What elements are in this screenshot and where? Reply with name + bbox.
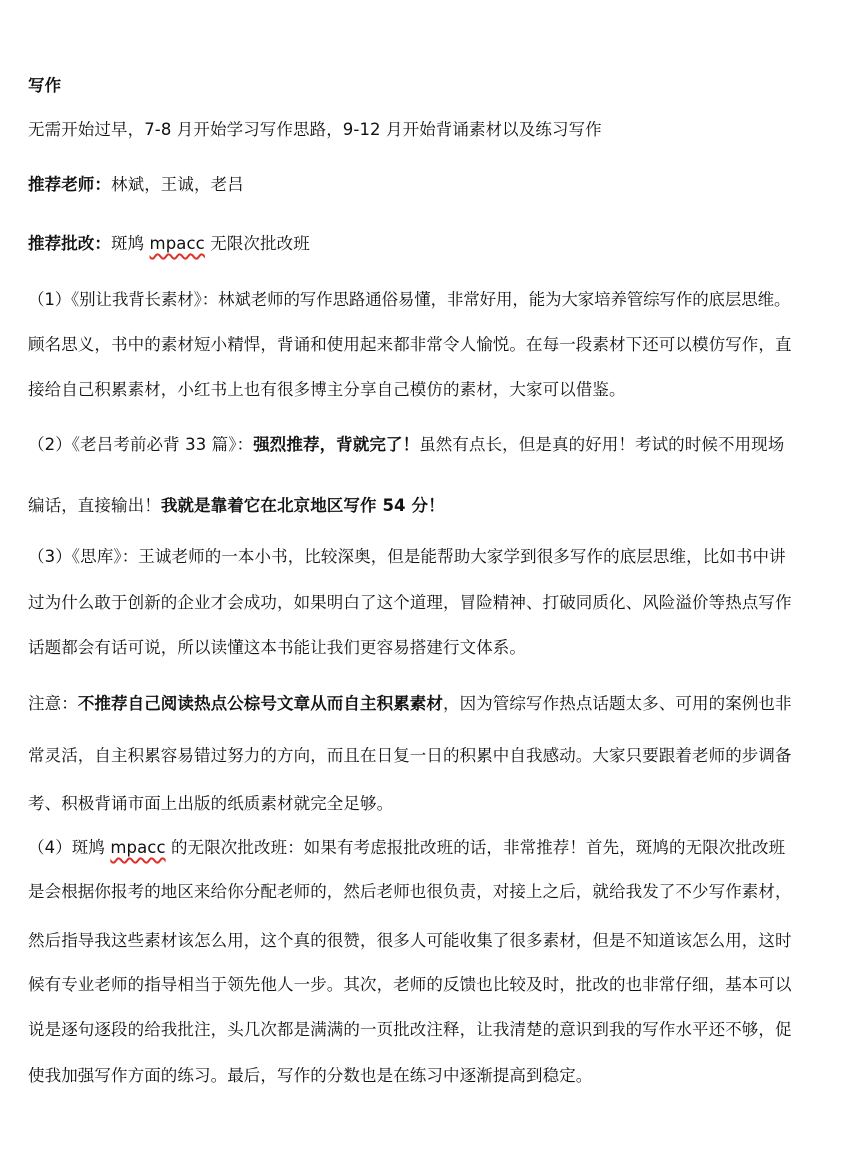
- correction-line: [28, 232, 857, 256]
- teachers-value: 林斌，王诚，老吕: [111, 175, 244, 194]
- item2-line1: [28, 433, 857, 457]
- intro-paragraph: 无需开始过早，7-8 月开始学习写作思路，9-12 月开始背诵素材以及练习写作: [28, 120, 602, 139]
- item2-line2: [28, 494, 857, 518]
- item4-line3: 然后指导我这些素材该怎么用，这个真的很赞，很多人可能收集了很多素材，但是不知道该怎么用，这时: [28, 931, 792, 950]
- item2-mid: 虽然有点长，但是真的好用！考试的时候不用现场: [419, 435, 785, 454]
- item4-line6: 使我加强写作方面的练习。最后，写作的分数也是在练习中逐渐提高到稳定。: [28, 1066, 593, 1085]
- item3-line2: 过为什么敢于创新的企业才会成功，如果明白了这个道理，冒险精神、打破同质化、风险溢价等热点写作: [28, 593, 792, 612]
- correction-label: 推荐批改：: [28, 234, 111, 253]
- item4-brand-misspelled: mpacc: [110, 838, 166, 857]
- note-line3: 考、积极背诵市面上出版的纸质素材就完全足够。: [28, 794, 394, 813]
- item3-line1: （3）《思库》：王诚老师的一本小书，比较深奥，但是能帮助大家学到很多写作的底层思维，比如书中讲: [28, 547, 786, 566]
- section-title: 写作: [28, 76, 62, 95]
- item4-line4: 候有专业老师的指导相当于领先他人一步。其次，老师的反馈也比较及时，批改的也非常仔细，基本可以: [28, 975, 792, 994]
- item4-line1: [28, 836, 857, 860]
- item2-bold2: 我就是靠着它在北京地区写作 54 分！: [160, 496, 445, 515]
- item2-prefix: （2）《老吕考前必背 33 篇》：: [28, 435, 254, 454]
- correction-prefix: 斑鸠: [111, 234, 150, 253]
- correction-suffix: 无限次批改班: [204, 234, 310, 253]
- note-line2: 常灵活，自主积累容易错过努力的方向，而且在日复一日的积累中自我感动。大家只要跟着老师的步调备: [28, 746, 792, 765]
- item4-line2: 是会根据你报考的地区来给你分配老师的，然后老师也很负责，对接上之后，就给我发了不少写作素材，: [28, 882, 792, 901]
- item4-line5: 说是逐句逐段的给我批注，头几次都是满满的一页批改注释，让我清楚的意识到我的写作水平还不够，促: [28, 1020, 792, 1039]
- note-label: 注意：: [28, 694, 78, 713]
- item1-line3: 接给自己积累素材，小红书上也有很多博主分享自己模仿的素材，大家可以借鉴。: [28, 380, 626, 399]
- item2-bold1: 强烈推荐，背就完了！: [253, 435, 420, 454]
- teachers-label: 推荐老师：: [28, 175, 111, 194]
- correction-brand-misspelled: mpacc: [149, 234, 205, 253]
- teachers-line: [28, 173, 857, 197]
- note-line1: [28, 692, 857, 716]
- item3-line3: 话题都会有话可说，所以读懂这本书能让我们更容易搭建行文体系。: [28, 638, 526, 657]
- item4-rest: 的无限次批改班：如果有考虑报批改班的话，非常推荐！首先，斑鸠的无限次批改班: [165, 838, 786, 857]
- item1-line2: 顾名思义，书中的素材短小精悍，背诵和使用起来都非常令人愉悦。在每一段素材下还可以模仿写作，直: [28, 335, 792, 354]
- item2-line2-prefix: 编话，直接输出！: [28, 496, 161, 515]
- note-rest: ，因为管综写作热点话题太多、可用的案例也非: [443, 694, 792, 713]
- item1-line1: （1）《别让我背长素材》：林斌老师的写作思路通俗易懂，非常好用，能为大家培养管综写作的底层思维。: [28, 290, 791, 309]
- note-bold: 不推荐自己阅读热点公棕号文章从而自主积累素材: [77, 694, 444, 713]
- item4-prefix: （4）斑鸠: [28, 838, 111, 857]
